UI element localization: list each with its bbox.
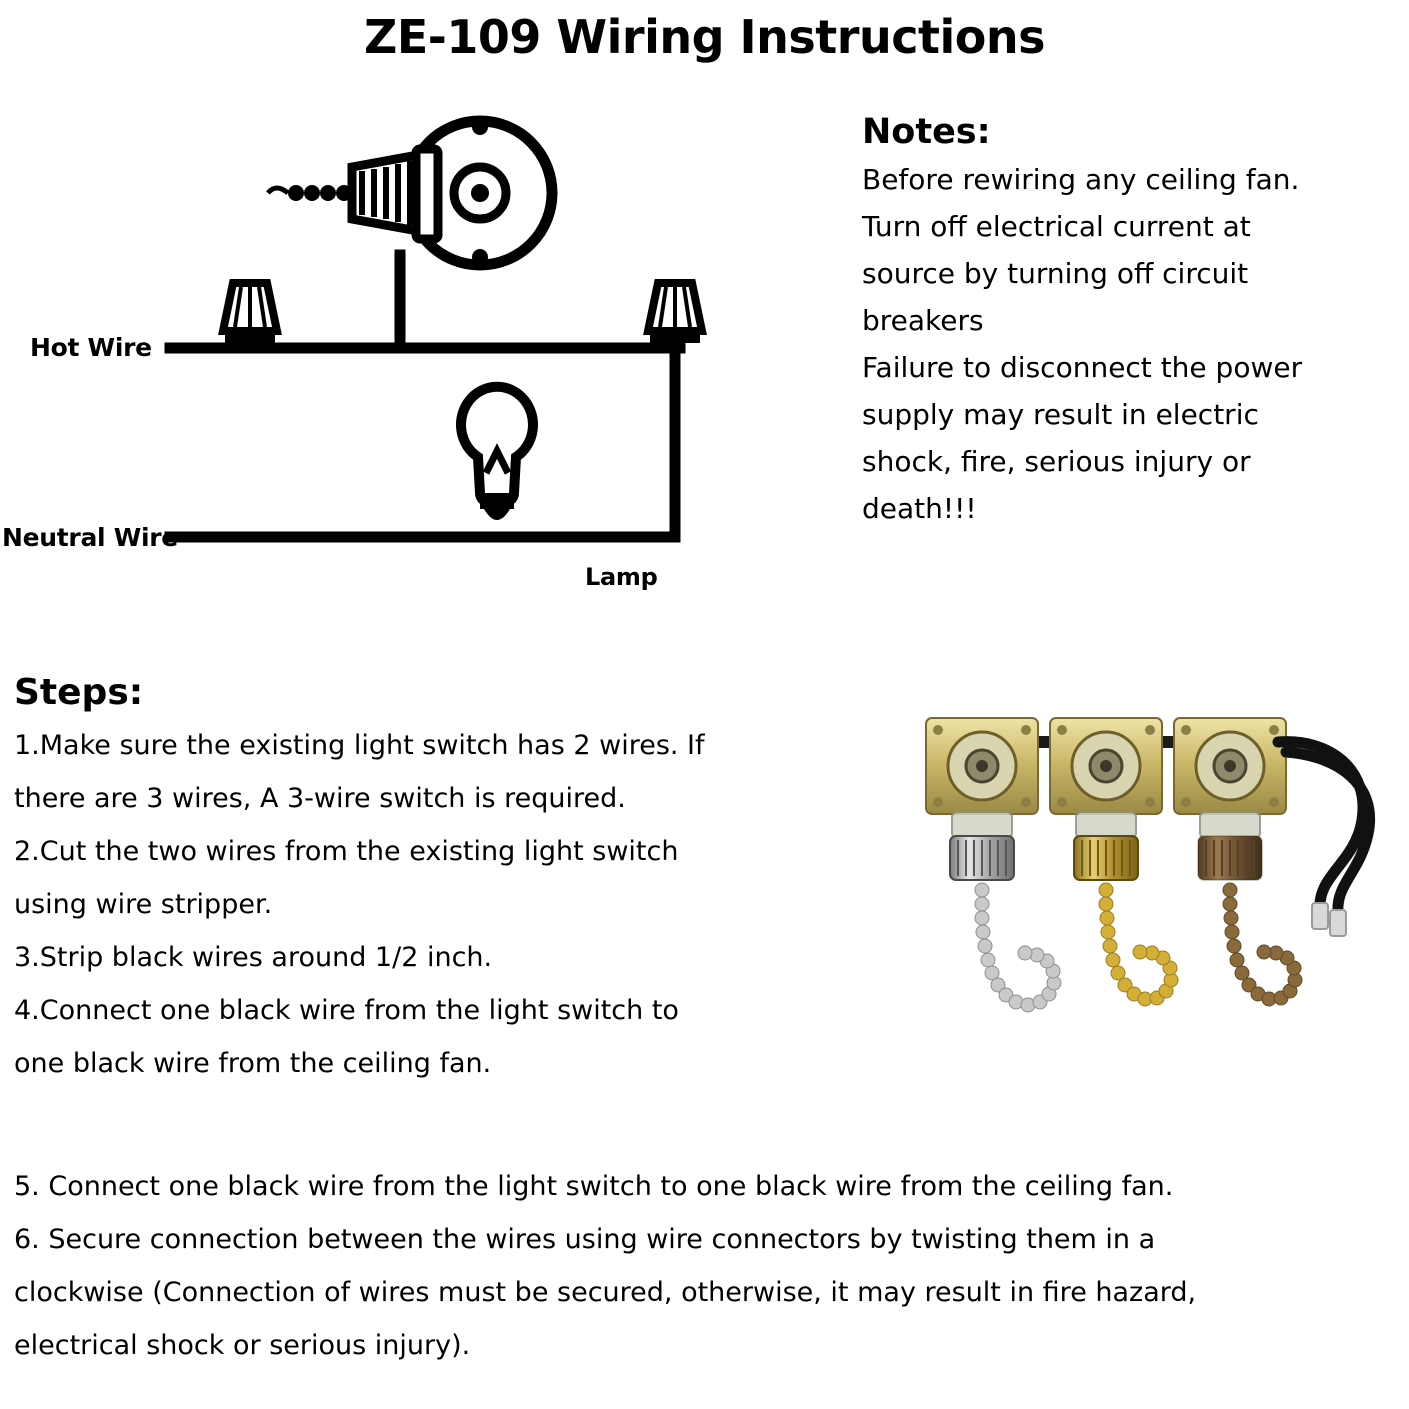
switch-unit-1 (926, 718, 1061, 1012)
steps-section (14, 672, 874, 1090)
switch-unit-3 (1174, 718, 1302, 1006)
lamp-illustration (461, 387, 533, 520)
step-line: one black wire from the ceiling fan. (14, 1048, 492, 1079)
step-line: there are 3 wires, A 3-wire switch is required. (14, 783, 626, 814)
notes-heading: Notes: (862, 112, 991, 152)
pull-chain-switch-illustration (268, 119, 552, 265)
step-line: using wire stripper. (14, 889, 273, 920)
notes-line: Failure to disconnect the power (862, 351, 1303, 384)
notes-line: death!!! (862, 492, 977, 525)
pull-chain-3 (1223, 883, 1302, 1006)
steps-section-wide (14, 1160, 1399, 1372)
hot-wire-label: Hot Wire (30, 333, 152, 362)
product-photo (900, 700, 1400, 1120)
step-line: clockwise (Connection of wires must be secured, otherwise, it may result in fire hazard, (14, 1277, 1197, 1308)
step-line: 2.Cut the two wires from the existing light switch (14, 836, 679, 867)
notes-line: supply may result in electric (862, 398, 1259, 431)
neutral-wire-label: Neutral Wire (2, 523, 178, 552)
wiring-diagram-svg (0, 105, 840, 650)
notes-section (862, 112, 1407, 532)
notes-line: Before rewiring any ceiling fan. (862, 163, 1300, 196)
steps-heading: Steps: (14, 672, 144, 713)
wire-nut-right (648, 283, 702, 343)
wiring-diagram (0, 105, 840, 650)
notes-line: shock, fire, serious injury or (862, 445, 1251, 478)
notes-line: source by turning off circuit (862, 257, 1249, 290)
page-title: ZE-109 Wiring Instructions (364, 10, 1045, 64)
notes-line: breakers (862, 304, 984, 337)
switch-unit-2 (1050, 718, 1178, 1006)
lead-wires (1278, 742, 1370, 912)
pull-chain-2 (1099, 883, 1178, 1006)
step-line: 5. Connect one black wire from the light switch to one black wire from the ceiling fan. (14, 1171, 1174, 1202)
step-line: 6. Secure connection between the wires using wire connectors by twisting them in a (14, 1224, 1156, 1255)
step-line: 1.Make sure the existing light switch has 2 wires. If (14, 730, 705, 761)
product-photo-svg (900, 700, 1400, 1120)
pull-chain-1 (975, 883, 1061, 1012)
wire-nut-left (223, 283, 277, 343)
step-line: electrical shock or serious injury). (14, 1330, 471, 1361)
step-line: 3.Strip black wires around 1/2 inch. (14, 942, 493, 973)
step-line: 4.Connect one black wire from the light switch to (14, 995, 679, 1026)
notes-line: Turn off electrical current at (862, 210, 1251, 243)
lamp-label: Lamp (585, 563, 658, 591)
